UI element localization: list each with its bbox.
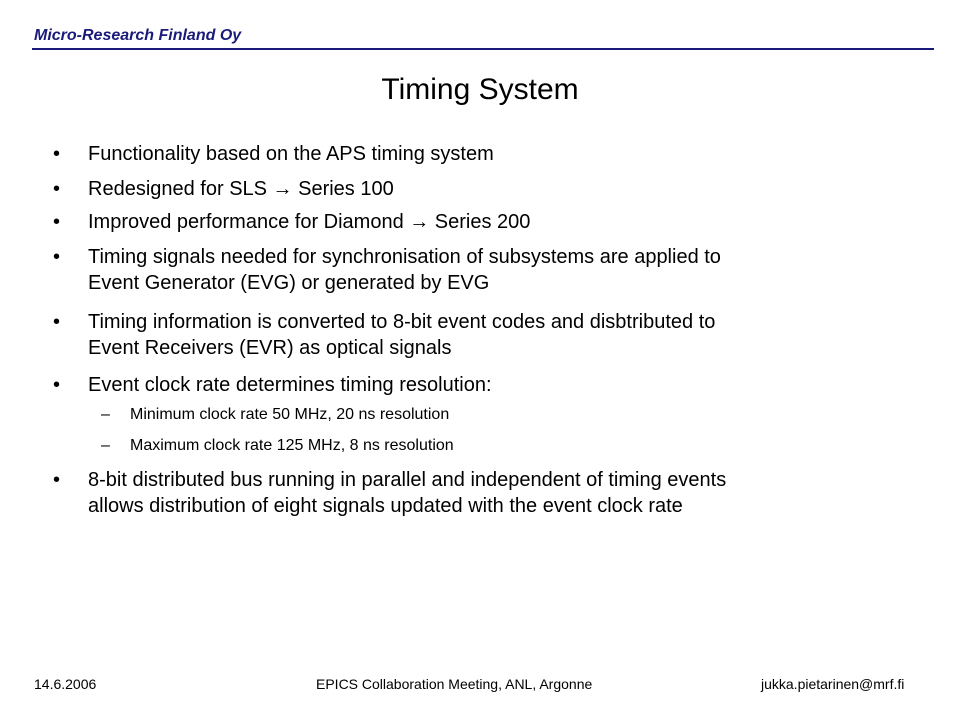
bullet-text-line-1: Timing signals needed for synchronisation of subsystems are applied to <box>88 246 721 268</box>
footer-event: EPICS Collaboration Meeting, ANL, Argonne <box>316 676 593 692</box>
bullet-text: Improved performance for Diamond → Series 200 <box>88 211 531 233</box>
bullet-text-line-2: Event Receivers (EVR) as optical signals <box>88 337 452 359</box>
bullet-item <box>53 467 888 519</box>
bullet-text: Event clock rate determines timing resolution: <box>88 374 492 396</box>
bullet-marker: • <box>53 374 61 396</box>
bullet-text-line-1: Timing information is converted to 8-bit event codes and disbtributed to <box>88 311 716 333</box>
bullet-marker: • <box>53 469 61 491</box>
bullet-marker: • <box>53 311 61 333</box>
sub-bullet-marker: – <box>101 437 110 454</box>
sub-bullet-text: Minimum clock rate 50 MHz, 20 ns resolution <box>130 406 450 423</box>
bullet-text-line-2: allows distribution of eight signals updated with the event clock rate <box>88 495 683 517</box>
bullet-marker: • <box>53 143 61 165</box>
bullet-item <box>53 244 888 296</box>
footer-date: 14.6.2006 <box>34 676 97 692</box>
bullet-item <box>53 176 888 202</box>
bullet-item <box>53 372 888 398</box>
footer-email: jukka.pietarinen@mrf.fi <box>761 676 905 692</box>
bullet-marker: • <box>53 178 61 200</box>
bullet-item <box>53 309 888 361</box>
bullet-item <box>53 209 888 235</box>
bullet-text: Functionality based on the APS timing system <box>88 143 494 165</box>
bullet-text-line-1: 8-bit distributed bus running in parallel and independent of timing events <box>88 469 727 491</box>
sub-bullet-item <box>101 435 830 457</box>
slide-title: Timing System <box>381 73 579 106</box>
bullet-marker: • <box>53 246 61 268</box>
bullet-text-line-2: Event Generator (EVG) or generated by EVG <box>88 272 490 294</box>
bullet-marker: • <box>53 211 61 233</box>
company-name: Micro-Research Finland Oy <box>34 27 242 44</box>
bullet-item <box>53 141 888 167</box>
sub-bullet-text: Maximum clock rate 125 MHz, 8 ns resolution <box>130 437 454 454</box>
bullet-text: Redesigned for SLS → Series 100 <box>88 178 394 200</box>
sub-bullet-item <box>101 404 830 426</box>
sub-bullet-marker: – <box>101 406 110 423</box>
